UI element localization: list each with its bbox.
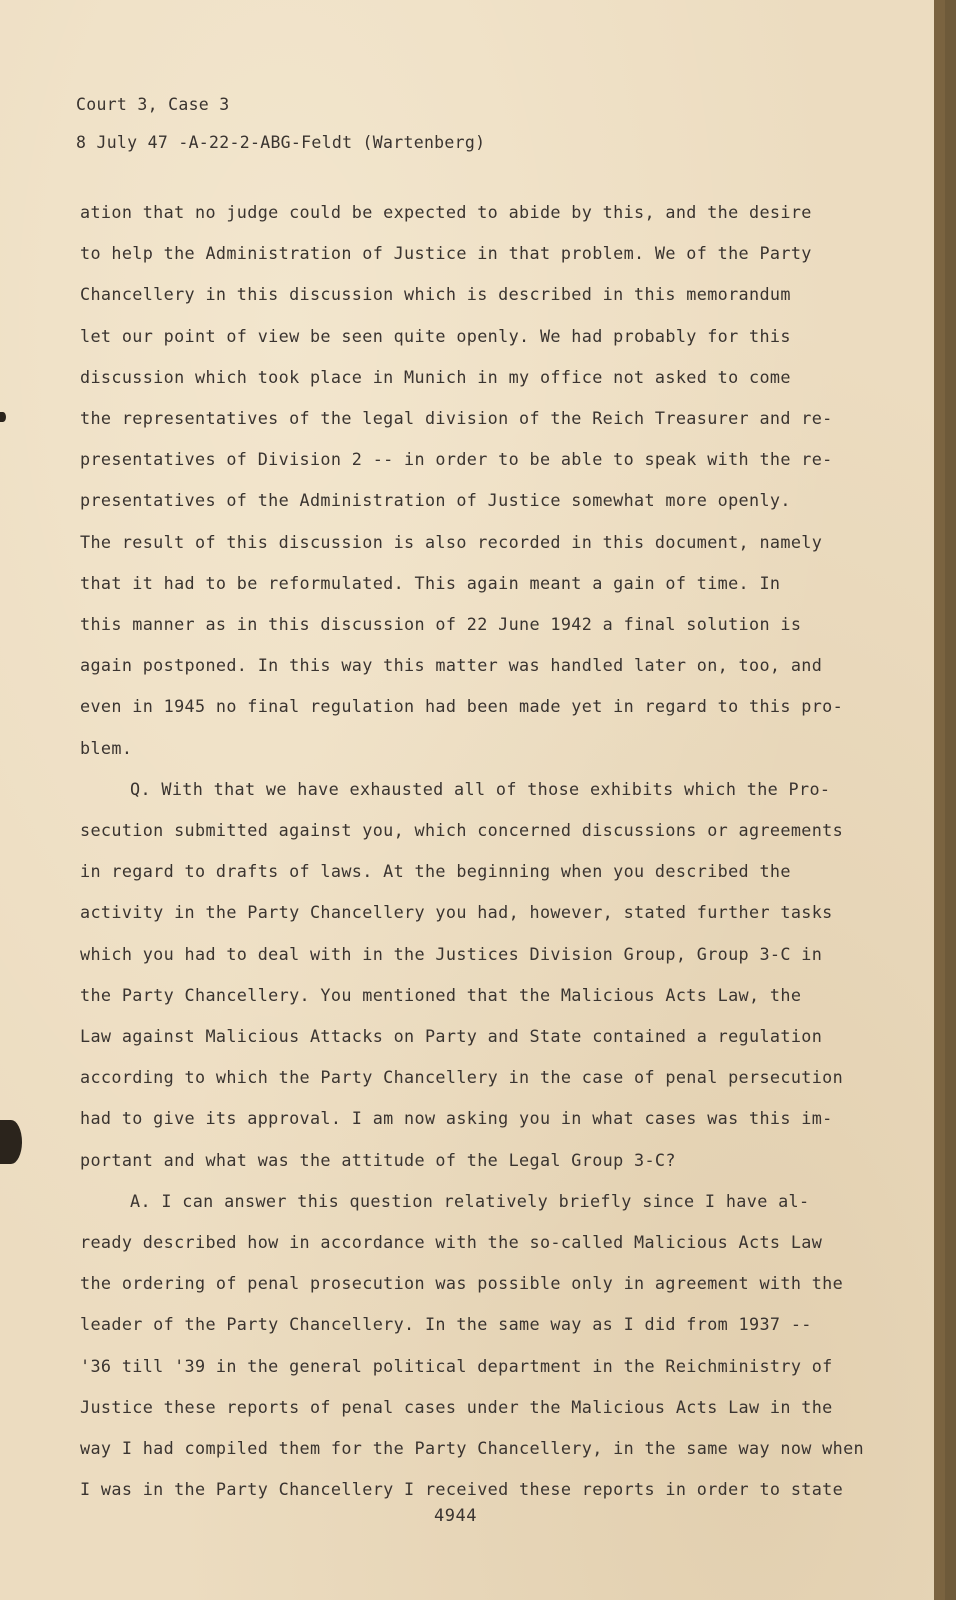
text-line: the Party Chancellery. You mentioned that the Malicious Acts Law, the (80, 984, 802, 1005)
text-line: secution submitted against you, which concerned discussions or agreements (80, 820, 844, 841)
text-line: that it had to be reformulated. This again meant a gain of time. In (80, 572, 781, 593)
text-line: which you had to deal with in the Justices Division Group, Group 3-C in (80, 943, 823, 964)
text-line: ready described how in accordance with the so-called Malicious Acts Law (80, 1232, 823, 1253)
text-line: I was in the Party Chancellery I received these reports in order to state (80, 1479, 844, 1500)
court-case-label: Court 3, Case 3 (76, 95, 230, 114)
text-line: presentatives of the Administration of Justice somewhat more openly. (80, 490, 791, 511)
text-line: blem. (80, 737, 133, 758)
page-edge (934, 0, 945, 1600)
text-line: discussion which took place in Munich in my office not asked to come (80, 366, 791, 387)
text-line: again postponed. In this way this matter was handled later on, too, and (80, 655, 823, 676)
text-line: this manner as in this discussion of 22 June 1942 a final solution is (80, 614, 802, 635)
text-line: let our point of view be seen quite openly. We had probably for this (80, 325, 791, 346)
text-line: according to which the Party Chancellery in the case of penal persecution (80, 1067, 844, 1088)
text-line: the representatives of the legal division of the Reich Treasurer and re- (80, 408, 833, 429)
text-line: Q. With that we have exhausted all of those exhibits which the Pro- (130, 778, 831, 799)
text-line: portant and what was the attitude of the Legal Group 3-C? (80, 1149, 676, 1170)
punch-hole (0, 1120, 22, 1164)
document-reference: 8 July 47 -A-22-2-ABG-Feldt (Wartenberg) (76, 133, 486, 152)
text-line: Justice these reports of penal cases under the Malicious Acts Law in the (80, 1396, 833, 1417)
punch-hole-mark (0, 412, 6, 422)
document-header (76, 86, 485, 162)
text-line: leader of the Party Chancellery. In the same way as I did from 1937 -- (80, 1314, 812, 1335)
text-line: A. I can answer this question relatively briefly since I have al- (130, 1190, 810, 1211)
text-line: The result of this discussion is also recorded in this document, namely (80, 531, 823, 552)
text-line: even in 1945 no final regulation had been made yet in regard to this pro- (80, 696, 844, 717)
text-line: the ordering of penal prosecution was possible only in agreement with the (80, 1273, 844, 1294)
text-line: activity in the Party Chancellery you had, however, stated further tasks (80, 902, 833, 923)
text-line: Law against Malicious Attacks on Party and State contained a regulation (80, 1026, 823, 1047)
text-line: had to give its approval. I am now asking you in what cases was this im- (80, 1108, 833, 1129)
text-line: ation that no judge could be expected to abide by this, and the desire (80, 202, 812, 222)
text-line: to help the Administration of Justice in that problem. We of the Party (80, 243, 812, 264)
text-line: '36 till '39 in the general political department in the Reichministry of (80, 1355, 833, 1376)
text-line: Chancellery in this discussion which is described in this memorandum (80, 284, 791, 305)
transcript-body (80, 192, 864, 1511)
text-line: in regard to drafts of laws. At the beginning when you described the (80, 861, 791, 882)
text-line: presentatives of Division 2 -- in order to be able to speak with the re- (80, 449, 833, 470)
text-line: way I had compiled them for the Party Chancellery, in the same way now when (80, 1438, 864, 1459)
page-number: 4944 (434, 1506, 477, 1526)
